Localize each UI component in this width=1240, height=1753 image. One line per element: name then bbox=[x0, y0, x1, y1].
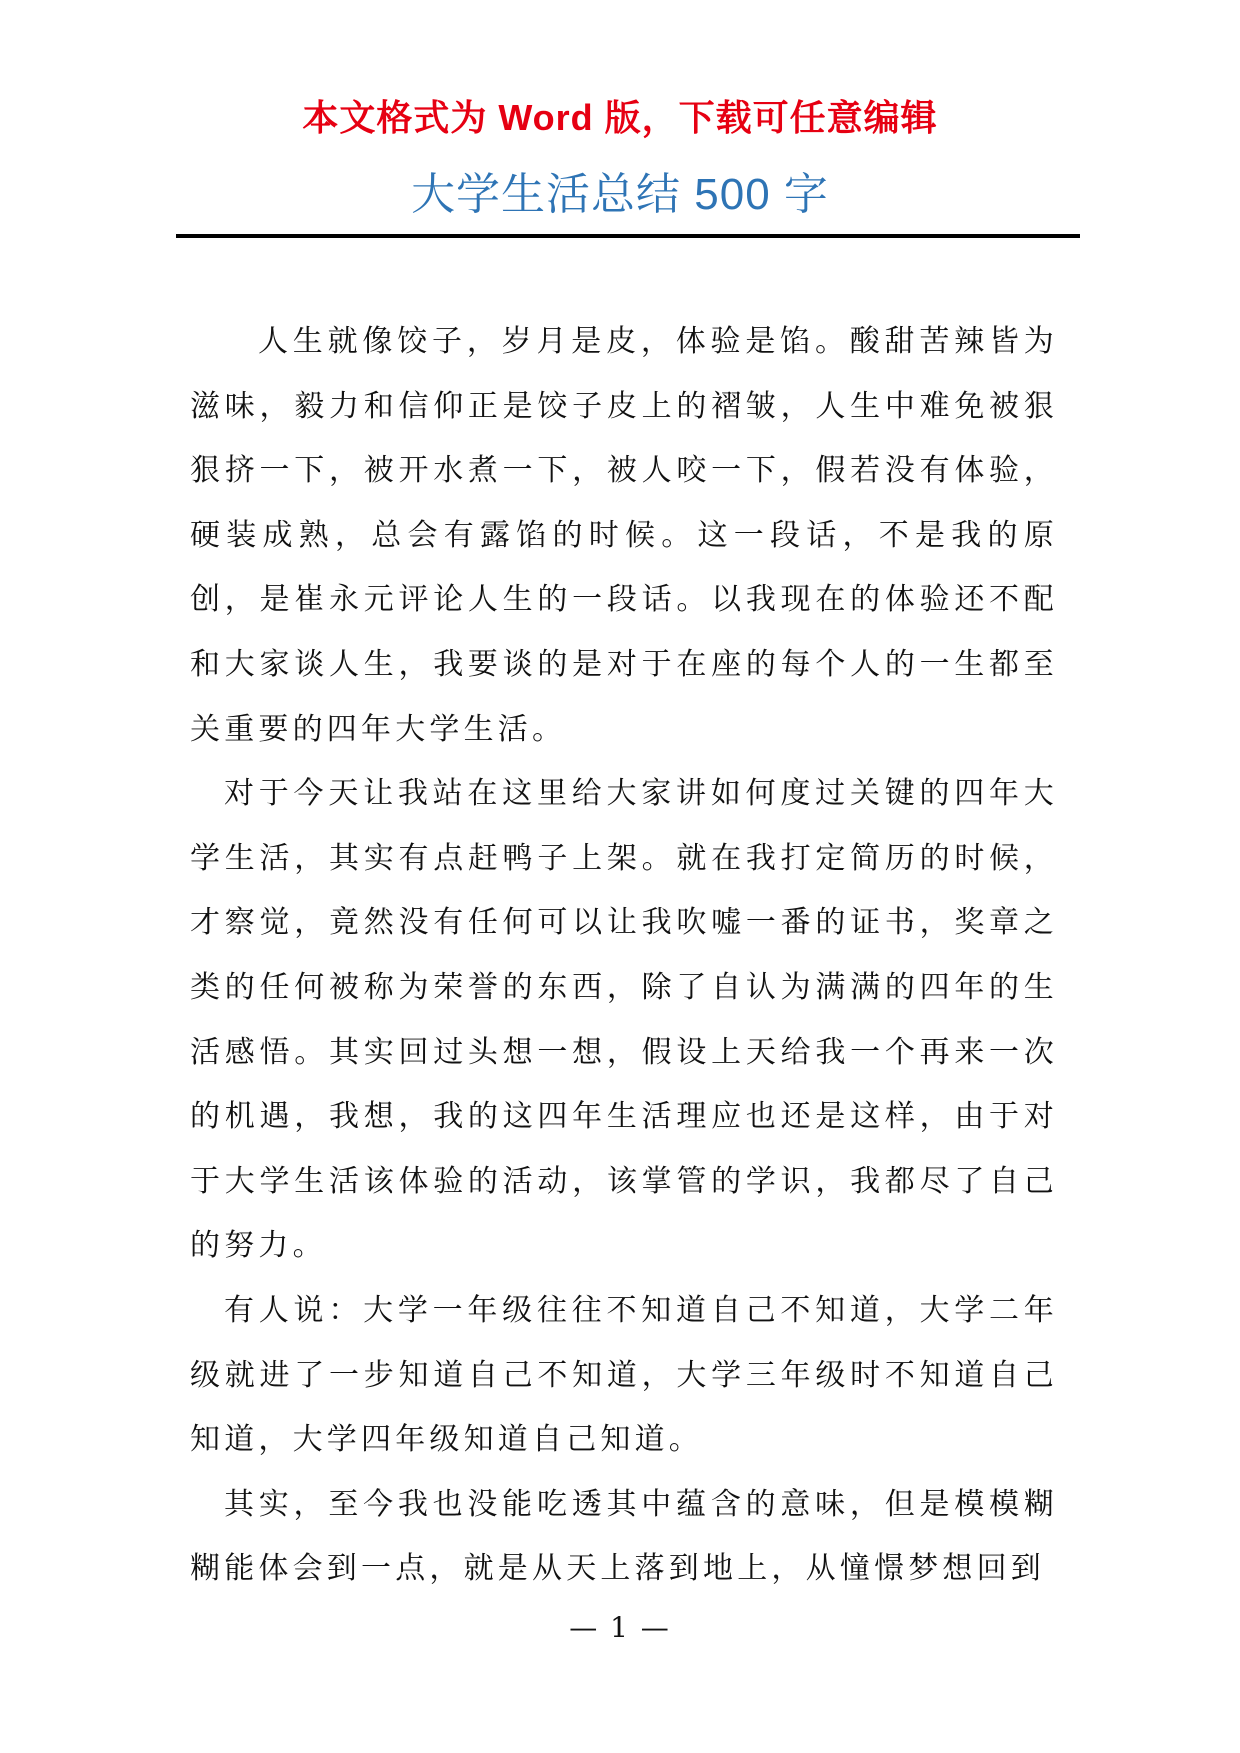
page-number: — 1 — bbox=[569, 1611, 671, 1644]
paragraph-4: 其实，至今我也没能吃透其中蕴含的意味，但是模模糊糊能体会到一点，就是从天上落到地上，从憧憬梦想回到 bbox=[190, 1486, 1058, 1587]
paragraph-1: 人生就像饺子，岁月是皮，体验是馅。酸甜苦辣皆为滋味，毅力和信仰正是饺子皮上的褶皱，人生中难免被狠狠挤一下，被开水煮一下，被人咬一下，假若没有体验，硬装成熟，总会有露馅的时候。这一段话，不是我的原创，是崔永元评论人生的一段话。以我现在的体验还不配和大家谈人生，我要谈的是对于在座的每个人的一生都至关重要的四年大学生活。 bbox=[190, 324, 1058, 747]
document-body bbox=[190, 310, 1058, 1602]
paragraph-3: 有人说：大学一年级往往不知道自己不知道，大学二年级就进了一步知道自己不知道，大学三年级时不知道自己知道，大学四年级知道自己知道。 bbox=[190, 1292, 1058, 1458]
paragraph-2: 对于今天让我站在这里给大家讲如何度过关键的四年大学生活，其实有点赶鸭子上架。就在我打定简历的时候，才察觉，竟然没有任何可以让我吹嘘一番的证书，奖章之类的任何被称为荣誉的东西，除了自认为满满的四年的生活感悟。其实回过头想一想，假设上天给我一个再来一次的机遇，我想，我的这四年生活理应也还是这样，由于对于大学生活该体验的活动，该掌管的学识，我都尽了自己的努力。 bbox=[190, 776, 1058, 1264]
title-divider bbox=[176, 234, 1080, 238]
document-title: 大学生活总结 500 字 bbox=[411, 170, 829, 219]
download-notice-banner: 本文格式为 Word 版，下载可任意编辑 bbox=[302, 97, 938, 138]
